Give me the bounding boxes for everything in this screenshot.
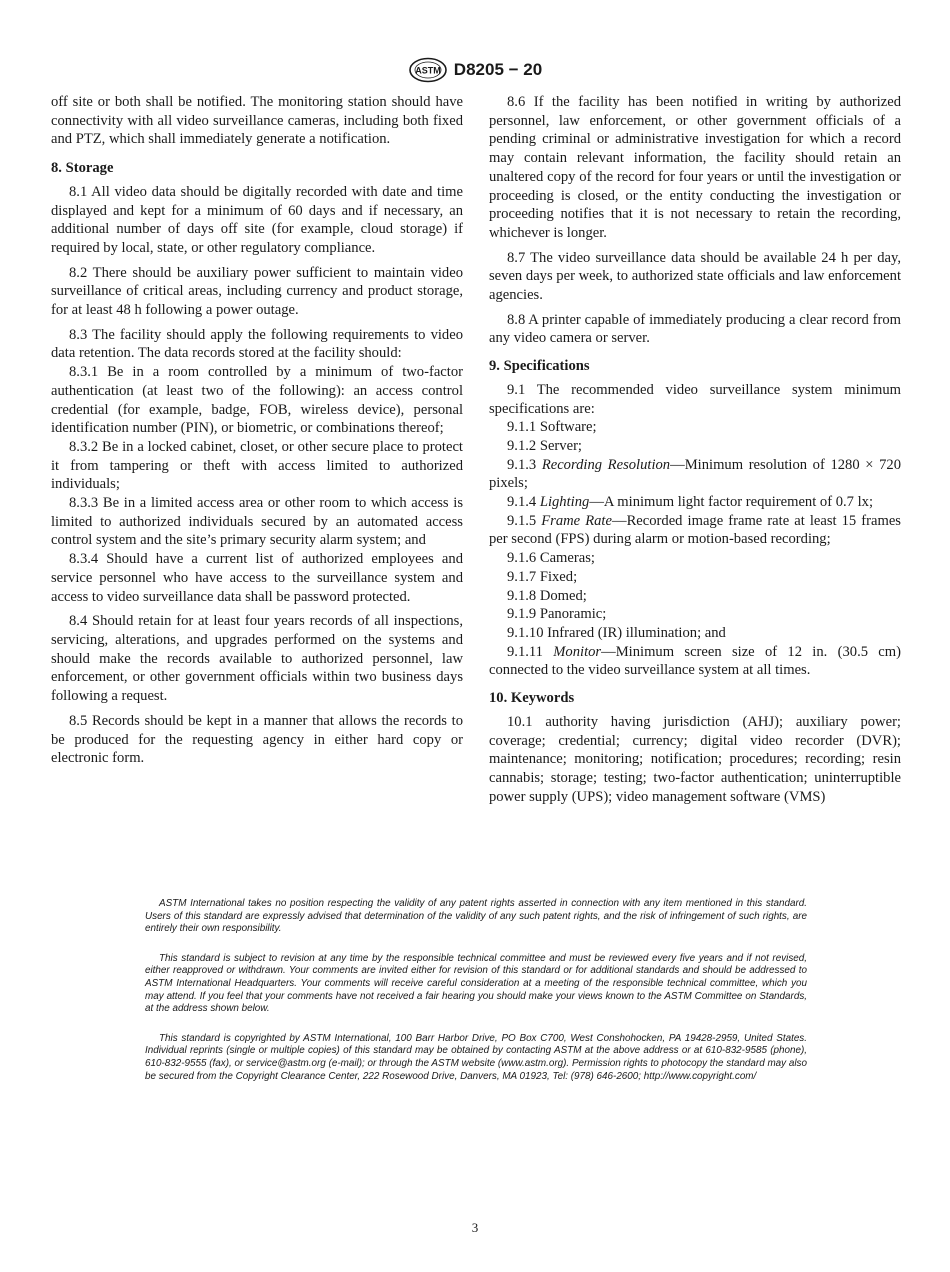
- paragraph-9-1-10: 9.1.10 Infrared (IR) illumination; and: [507, 624, 726, 641]
- section-heading-specifications: 9. Specifications: [489, 358, 590, 375]
- paragraph-8-3-1: 8.3.1 Be in a room controlled by a minimum of two-factor authentication (at least two of the following): an access control credential (for example, badge, FOB, wireless device), personal identification number (PIN), or biometric, or combinations thereof;: [51, 364, 463, 437]
- paragraph-9-1-1: 9.1.1 Software;: [507, 419, 597, 436]
- item-text: —A minimum light factor requirement of 0.7 lx;: [589, 494, 874, 511]
- copyright-notice: This standard is copyrighted by ASTM International, 100 Barr Harbor Drive, PO Box C700, West Conshohocken, PA 19428-2959, United States. Individual reprints (single or multiple copies) of this standard may be obtained by contacting ASTM at the above address or at 610-832-9585 (phone), 610-832-9555 (fax), or service@astm.org (e-mail); or through the ASTM website (www.astm.org). Permission rights to photocopy the standard may also be secured from the Copyright Clearance Center, 222 Rosewood Drive, Danvers, MA 01923, Tel: (978) 646-2600; http://www.copyright.com/: [145, 1032, 807, 1082]
- item-number: 9.1.11: [507, 643, 543, 660]
- item-text: —Minimum screen size of 12 in. (30.5 cm) connected to the video surveillance system at all times.: [489, 643, 901, 679]
- item-term: Monitor: [553, 643, 602, 660]
- left-column: [51, 93, 463, 768]
- item-text: —Recorded image frame rate at least 15 frames per second (FPS) during alarm or motion-based recording;: [489, 512, 901, 548]
- astm-logo-icon: [408, 57, 448, 83]
- item-number: 9.1.3: [507, 456, 537, 473]
- item-term: Recording Resolution: [541, 456, 671, 473]
- paragraph-8-8: 8.8 A printer capable of immediately producing a clear record from any video camera or server.: [489, 311, 901, 347]
- section-heading-storage: 8. Storage: [51, 160, 114, 177]
- paragraph-8-3-3: 8.3.3 Be in a limited access area or other room to which access is limited to authorized individuals secured by an automated access control system and the site’s primary security alarm system; and: [51, 495, 463, 549]
- patent-notice: ASTM International takes no position respecting the validity of any patent rights asserted in connection with any item mentioned in this standard. Users of this standard are expressly advised that determination of the validity of any such patent rights, and the risk of infringement of such rights, are entirely their own responsibility.: [145, 898, 807, 935]
- standard-designation: D8205 − 20: [453, 60, 543, 79]
- paragraph-8-1: 8.1 All video data should be digitally recorded with date and time displayed and kept for a minimum of 60 days and if necessary, an additional number of days off site (for example, cloud storage) if required by local, state, or other regulatory compliance.: [51, 183, 463, 256]
- paragraph-9-1: 9.1 The recommended video surveillance system minimum specifications are:: [489, 381, 901, 417]
- paragraph-9-1-7: 9.1.7 Fixed;: [507, 568, 578, 585]
- footer-notices: [145, 898, 807, 1100]
- paragraph-9-1-5: [489, 512, 901, 549]
- item-number: 9.1.5: [507, 512, 537, 529]
- item-number: 9.1.4: [507, 494, 537, 511]
- paragraph-8-3-2: 8.3.2 Be in a locked cabinet, closet, or other secure place to protect it from tampering or theft with access limited to authorized individuals;: [51, 438, 463, 493]
- svg-text:ASTM: ASTM: [415, 65, 441, 76]
- paragraph-8-3-4: 8.3.4 Should have a current list of authorized employees and service personnel who have access to the surveillance system and access to video surveillance data shall be password protected.: [51, 551, 463, 605]
- paragraph-9-1-2: 9.1.2 Server;: [507, 437, 582, 454]
- item-term: Frame Rate: [541, 512, 612, 529]
- paragraph-9-1-8: 9.1.8 Domed;: [507, 587, 587, 604]
- paragraph-8-7: 8.7 The video surveillance data should be available 24 h per day, seven days per week, to authorized state officials and law enforcement agencies.: [489, 249, 901, 304]
- page-header: [0, 56, 950, 84]
- item-text: —Minimum resolution of 1280 × 720 pixels;: [489, 456, 901, 492]
- paragraph-9-1-6: 9.1.6 Cameras;: [507, 550, 595, 567]
- paragraph-9-1-9: 9.1.9 Panoramic;: [507, 606, 607, 623]
- paragraph-8-6: 8.6 If the facility has been notified in writing by authorized personnel, law enforcement, or other government officials of a pending criminal or administrative investigation for which a record may contain relevant information, the facility should retain an unaltered copy of the record for four years or until the investigation or proceeding is closed, or the entity conducting the investigation or proceeding notifies that it is not necessary to retain the recording, whichever is longer.: [489, 94, 901, 241]
- paragraph-9-1-4: [489, 493, 901, 512]
- paragraph-8-5: 8.5 Records should be kept in a manner that allows the records to be produced for the requesting agency in either hard copy or electronic form.: [51, 712, 463, 767]
- paragraph-10-1: 10.1 authority having jurisdiction (AHJ); auxiliary power; coverage; credential; currency; digital video recorder (DVR); maintenance; monitoring; notification; procedures; recording; resin cannabis; storage; testing; two-factor authentication; uninterruptible power supply (UPS); video management software (VMS): [489, 713, 901, 805]
- paragraph-8-2: 8.2 There should be auxiliary power sufficient to maintain video surveillance of critical areas, including currency and product storage, for at least 48 h following a power outage.: [51, 264, 463, 319]
- item-term: Lighting: [539, 494, 590, 511]
- right-column: [489, 93, 901, 806]
- paragraph-8-3: 8.3 The facility should apply the following requirements to video data retention. The data records stored at the facility should:: [51, 326, 463, 362]
- revision-notice: This standard is subject to revision at any time by the responsible technical committee and must be reviewed every five years and if not revised, either reapproved or withdrawn. Your comments are invited either for revision of this standard or for additional standards and should be addressed to ASTM International Headquarters. Your comments will receive careful consideration at a meeting of the responsible technical committee, which you may attend. If you feel that your comments have not received a fair hearing you should make your views known to the ASTM Committee on Standards, at the address shown below.: [145, 952, 807, 1015]
- page-number: 3: [471, 1220, 479, 1235]
- paragraph-7-continued: off site or both shall be notified. The monitoring station should have connectivity with all video surveillance cameras, including both fixed and PTZ, which shall immediately generate a notification.: [51, 94, 463, 148]
- paragraph-9-1-3: [489, 456, 901, 493]
- paragraph-8-4: 8.4 Should retain for at least four years records of all inspections, servicing, alterations, and upgrades performed on the systems and should make the records available to authorized personnel, law enforcement, or other government officials within two business days following a request.: [51, 613, 463, 705]
- paragraph-9-1-11: [489, 643, 901, 680]
- section-heading-keywords: 10. Keywords: [489, 690, 575, 707]
